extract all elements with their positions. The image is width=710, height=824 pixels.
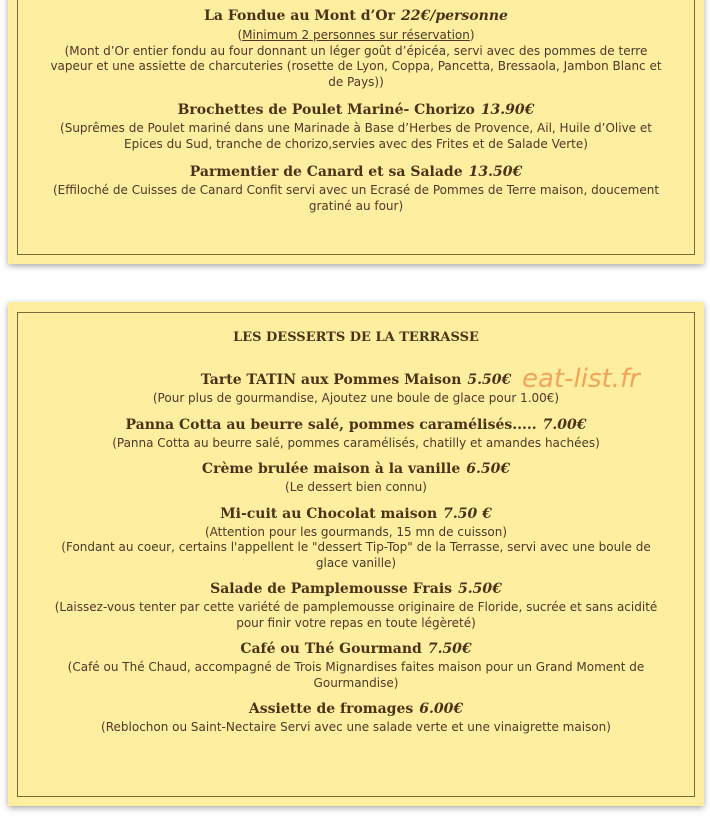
dessert-item-name: Assiette de fromages: [248, 701, 414, 717]
dessert-item-title: [8, 461, 704, 477]
menu-item: [8, 164, 704, 214]
dessert-item-price: 7.00€: [542, 416, 587, 433]
dessert-item: [8, 461, 704, 496]
dessert-item-price: 6.50€: [466, 461, 511, 477]
section-title: LES DESSERTS DE LA TERRASSE: [233, 330, 479, 345]
dessert-item: [8, 506, 704, 572]
menu-item-name: Brochettes de Poulet Mariné- Chorizo: [177, 102, 475, 118]
dessert-item-price: 7.50€: [427, 641, 472, 657]
menu-item-note: [8, 28, 704, 44]
menu-item-price: 13.50€: [468, 164, 523, 180]
dessert-item-title: [8, 417, 704, 433]
menu-card-top: [8, 0, 704, 264]
dessert-item-description: (Pour plus de gourmandise, Ajoutez une boule de glace pour 1.00€): [152, 391, 560, 405]
menu-item-description: (Mont d’Or entier fondu au four donnant un léger goût d’épicéa, servi avec des pommes de terre vapeur et une assiette de charcuteries (rosette de Lyon, Coppa, Pancetta, Bressaola, Jambon Blanc et de Pays)): [50, 43, 662, 89]
menu-item-title: [8, 102, 704, 118]
menu-item-description: (Effiloché de Cuisses de Canard Confit servi avec un Ecrasé de Pommes de Terre maison, doucement gratiné au four): [52, 183, 660, 213]
dessert-item-name: Café ou Thé Gourmand: [240, 641, 422, 657]
dessert-item-description: (Attention pour les gourmands, 15 mn de cuisson): [204, 524, 508, 539]
dessert-item-price: 5.50€: [467, 372, 512, 388]
menu-item-title: [8, 164, 704, 180]
dessert-item-description-extra: (Fondant au coeur, certains l'appellent le "dessert Tip-Top" de la Terrasse, servi avec une boule de glace vanille): [61, 540, 651, 570]
dessert-item-title: [8, 701, 704, 717]
dessert-item: [8, 701, 704, 736]
dessert-item-title: [8, 641, 704, 657]
dessert-item-name: Crème brulée maison à la vanille: [201, 461, 461, 477]
dessert-item-name: Salade de Pamplemousse Frais: [210, 581, 453, 597]
dessert-item-description: (Café ou Thé Chaud, accompagné de Trois Mignardises faites maison pour un Grand Moment de Gourmandise): [67, 660, 645, 690]
dessert-item-description: (Reblochon ou Saint-Nectaire Servi avec une salade verte et une vinaigrette maison): [101, 720, 611, 734]
menu-item-price: 13.90€: [480, 102, 535, 118]
menu-item: [8, 102, 704, 152]
dessert-item: [8, 641, 704, 691]
dessert-item: [8, 581, 704, 631]
dessert-item-title: [8, 581, 704, 597]
dessert-item-price: 5.50€: [458, 581, 502, 597]
brand-watermark: eat-list.fr: [522, 364, 640, 394]
dessert-item-name: Tarte TATIN aux Pommes Maison: [200, 372, 462, 388]
top-menu-items: [8, 8, 704, 226]
menu-item-name: Parmentier de Canard et sa Salade: [189, 164, 463, 180]
menu-item-title: [8, 8, 704, 24]
dessert-item-title: [8, 506, 704, 522]
dessert-item-description: (Laissez-vous tenter par cette variété de pamplemousse originaire de Floride, sucrée et sans acidité pour finir votre repas en toute légèreté): [54, 600, 658, 630]
menu-item-name: La Fondue au Mont d’Or: [204, 8, 396, 24]
menu-item-price: 22€/personne: [401, 8, 508, 24]
dessert-item-name: Mi-cuit au Chocolat maison: [220, 505, 438, 522]
menu-item-description: (Suprêmes de Poulet mariné dans une Marinade à Base d’Herbes de Provence, Ail, Huile d’Olive et Epices du Sud, tranche de chorizo,servies avec des Frites et de Salade Verte): [60, 121, 652, 151]
dessert-item-price: 6.00€: [419, 701, 464, 717]
dessert-item: [8, 417, 704, 452]
dessert-item-price: 7.50 €: [443, 505, 492, 522]
dessert-item-name: Panna Cotta au beurre salé, pommes caramélisés.....: [125, 416, 537, 433]
reservation-note: Minimum 2 personnes sur réservation: [242, 28, 470, 42]
dessert-item-description: (Le dessert bien connu): [285, 480, 427, 494]
menu-item: [8, 8, 704, 90]
menu-item-note-open: (: [237, 28, 243, 42]
dessert-item-description: (Panna Cotta au beurre salé, pommes caramélisés, chatilly et amandes hachées): [112, 435, 600, 450]
menu-item-note-close: ): [469, 28, 475, 42]
